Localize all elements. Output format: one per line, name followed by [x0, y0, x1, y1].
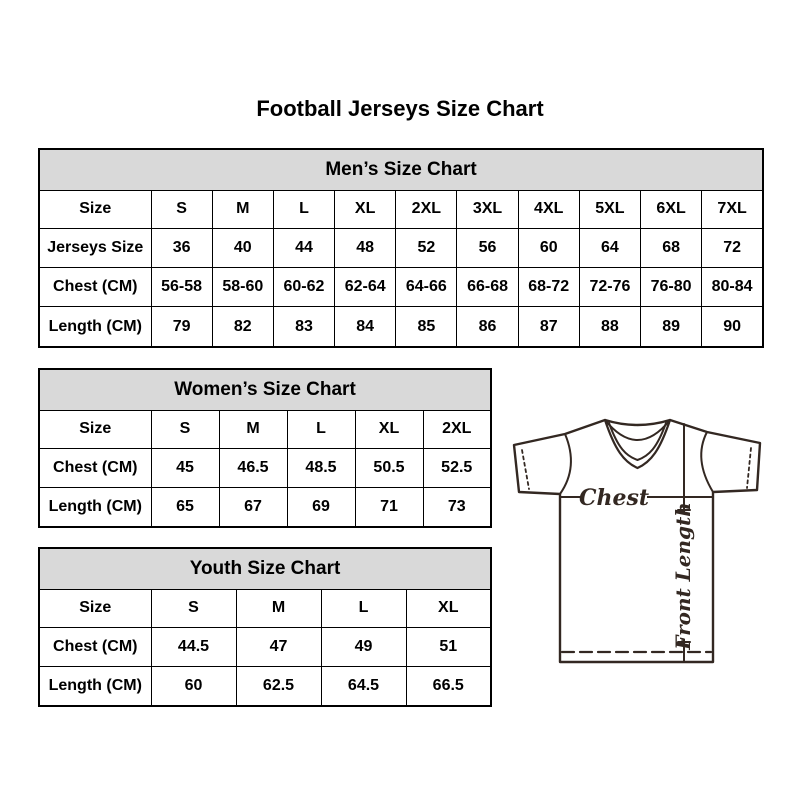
value-cell: XL	[335, 190, 396, 229]
row-label-cell: Chest (CM)	[39, 268, 151, 307]
value-cell: 64.5	[321, 666, 406, 706]
value-cell: 48.5	[287, 449, 355, 488]
value-cell: 88	[579, 307, 640, 347]
value-cell: 44.5	[151, 628, 236, 667]
value-cell: 47	[236, 628, 321, 667]
value-cell: 50.5	[355, 449, 423, 488]
value-cell: 71	[355, 487, 423, 527]
row-label-cell: Jerseys Size	[39, 229, 151, 268]
value-cell: 85	[396, 307, 457, 347]
jersey-illustration	[505, 410, 765, 670]
row-label-cell: Chest (CM)	[39, 449, 151, 488]
value-cell: S	[151, 589, 236, 628]
front-length-label: Front Length	[671, 502, 695, 650]
value-cell: 89	[641, 307, 702, 347]
womens-size-chart-section	[38, 368, 492, 528]
value-cell: 64-66	[396, 268, 457, 307]
row-label-cell: Length (CM)	[39, 307, 151, 347]
table-section-title: Women’s Size Chart	[39, 369, 491, 410]
value-cell: 7XL	[702, 190, 763, 229]
chest-label: Chest	[578, 485, 650, 511]
table-band-row	[39, 149, 763, 190]
value-cell: 56	[457, 229, 518, 268]
value-cell: 62-64	[335, 268, 396, 307]
youth-size-chart-section	[38, 547, 492, 707]
value-cell: 82	[212, 307, 273, 347]
value-cell: 58-60	[212, 268, 273, 307]
value-cell: 2XL	[396, 190, 457, 229]
value-cell: 80-84	[702, 268, 763, 307]
value-cell: 66-68	[457, 268, 518, 307]
table-row	[39, 589, 491, 628]
table-row	[39, 307, 763, 347]
value-cell: 52	[396, 229, 457, 268]
value-cell: 90	[702, 307, 763, 347]
value-cell: 64	[579, 229, 640, 268]
mens-size-table	[38, 148, 764, 348]
value-cell: 45	[151, 449, 219, 488]
table-section-title: Youth Size Chart	[39, 548, 491, 589]
value-cell: 84	[335, 307, 396, 347]
value-cell: 51	[406, 628, 491, 667]
row-label-cell: Length (CM)	[39, 666, 151, 706]
table-row	[39, 410, 491, 449]
youth-size-table	[38, 547, 492, 707]
value-cell: S	[151, 190, 212, 229]
table-section-title: Men’s Size Chart	[39, 149, 763, 190]
value-cell: 3XL	[457, 190, 518, 229]
value-cell: 72-76	[579, 268, 640, 307]
row-label-cell: Chest (CM)	[39, 628, 151, 667]
row-label-cell: Size	[39, 589, 151, 628]
value-cell: 83	[273, 307, 334, 347]
row-label-cell: Length (CM)	[39, 487, 151, 527]
value-cell: 52.5	[423, 449, 491, 488]
value-cell: S	[151, 410, 219, 449]
value-cell: 2XL	[423, 410, 491, 449]
value-cell: 56-58	[151, 268, 212, 307]
value-cell: 66.5	[406, 666, 491, 706]
row-label-cell: Size	[39, 190, 151, 229]
value-cell: 67	[219, 487, 287, 527]
table-row	[39, 628, 491, 667]
value-cell: 5XL	[579, 190, 640, 229]
value-cell: 68-72	[518, 268, 579, 307]
value-cell: 86	[457, 307, 518, 347]
value-cell: 40	[212, 229, 273, 268]
mens-size-chart-section	[38, 148, 764, 348]
womens-size-table	[38, 368, 492, 528]
row-label-cell: Size	[39, 410, 151, 449]
value-cell: 48	[335, 229, 396, 268]
value-cell: 6XL	[641, 190, 702, 229]
value-cell: 46.5	[219, 449, 287, 488]
value-cell: 49	[321, 628, 406, 667]
table-row	[39, 666, 491, 706]
value-cell: 69	[287, 487, 355, 527]
value-cell: L	[287, 410, 355, 449]
value-cell: 68	[641, 229, 702, 268]
value-cell: 79	[151, 307, 212, 347]
value-cell: 72	[702, 229, 763, 268]
table-band-row	[39, 369, 491, 410]
table-row	[39, 268, 763, 307]
value-cell: 60	[151, 666, 236, 706]
value-cell: M	[236, 589, 321, 628]
value-cell: L	[273, 190, 334, 229]
value-cell: 60-62	[273, 268, 334, 307]
value-cell: 76-80	[641, 268, 702, 307]
value-cell: XL	[355, 410, 423, 449]
page-title: Football Jerseys Size Chart	[256, 96, 544, 121]
value-cell: 87	[518, 307, 579, 347]
value-cell: 62.5	[236, 666, 321, 706]
value-cell: M	[212, 190, 273, 229]
jersey-measurement-diagram	[505, 410, 765, 670]
value-cell: 36	[151, 229, 212, 268]
value-cell: 65	[151, 487, 219, 527]
table-row	[39, 487, 491, 527]
value-cell: L	[321, 589, 406, 628]
table-row	[39, 229, 763, 268]
table-row	[39, 449, 491, 488]
value-cell: 4XL	[518, 190, 579, 229]
value-cell: 44	[273, 229, 334, 268]
value-cell: 60	[518, 229, 579, 268]
table-row	[39, 190, 763, 229]
value-cell: M	[219, 410, 287, 449]
value-cell: 73	[423, 487, 491, 527]
value-cell: XL	[406, 589, 491, 628]
table-band-row	[39, 548, 491, 589]
jersey-outline	[514, 420, 760, 662]
